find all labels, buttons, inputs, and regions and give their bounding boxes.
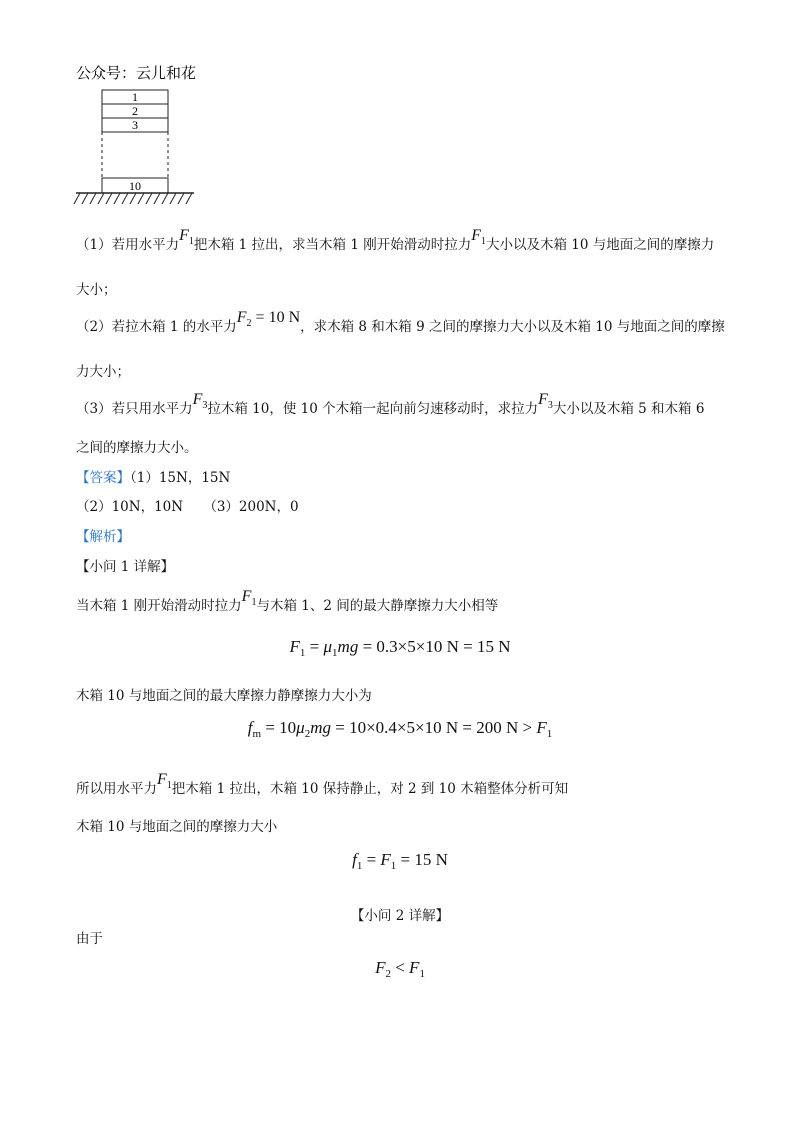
force-F2-equation: $F_2 = 10$ N (236, 309, 301, 329)
stacked-boxes-figure (72, 86, 202, 216)
force-F3-symbol: $F_3$ (192, 391, 208, 411)
answer-line-2: （2）10N，10N （3）200N，0 (76, 499, 299, 515)
analysis-paragraph-1: 当木箱 1 刚开始滑动时拉力$F_1$与木箱 1、2 间的最大静摩擦力大小相等 (76, 588, 499, 614)
force-F1-symbol: $F_1$ (471, 227, 486, 247)
box-label-2: 2 (132, 104, 138, 118)
analysis-paragraph-4: 木箱 10 与地面之间的摩擦力大小 (76, 819, 278, 835)
force-F1-symbol: $F_1$ (179, 227, 194, 247)
analysis-paragraph-2: 木箱 10 与地面之间的最大摩擦力静摩擦力大小为 (76, 688, 372, 704)
watermark-text: 公众号：云儿和花 (76, 64, 197, 82)
analysis-tag: 【解析】 (76, 529, 130, 545)
answer-tag: 【答案】 (76, 470, 130, 486)
analysis-paragraph-3: 所以用水平力$F_1$把木箱 1 拉出，木箱 10 保持静止，对 2 到 10 木箱整体分析可知 (76, 771, 569, 797)
part-1-title: 【小问 1 详解】 (76, 559, 175, 575)
equation-2: $f_m = 10\mu_2mg = 10\times 0.4\times 5\times 10$ N = 200 $N > F_1$ (247, 718, 553, 740)
answer-line-1: 【答案】（1）15N，15N (76, 470, 231, 486)
force-F1-symbol: $F_1$ (157, 771, 172, 791)
question-3-line-1: （3）若只用水平力$F_3$拉木箱 10，使 10 个木箱一起向前匀速移动时，求拉力$F_3$大小以及木箱 5 和木箱 6 (76, 391, 705, 417)
question-1-line-1: （1）若用水平力$F_1$把木箱 1 拉出，求当木箱 1 刚开始滑动时拉力$F_1$大小以及木箱 10 与地面之间的摩擦力 (76, 227, 715, 253)
box-label-3: 3 (132, 118, 138, 132)
part-2-title: 【小问 2 详解】 (350, 908, 450, 924)
question-1-line-2: 大小； (76, 282, 117, 298)
question-2-line-2: 力大小； (76, 364, 130, 380)
ground-hatch (74, 193, 192, 204)
equation-1: $F_1 = \mu_1mg = 0.3\times 5\times 10$ N = 15 N (289, 637, 511, 659)
question-2-line-1: （2）若拉木箱 1 的水平力$F_2 = 10$ N，求木箱 8 和木箱 9 之间的摩擦力大小以及木箱 10 与地面之间的摩擦 (76, 309, 725, 335)
equation-3: $f_1 = F_1 = 15$ N (352, 850, 448, 872)
analysis-paragraph-5: 由于 (76, 931, 103, 947)
box-label-10: 10 (129, 179, 141, 193)
force-F1-symbol: $F_1$ (241, 588, 257, 608)
force-F3-symbol: $F_3$ (538, 391, 553, 411)
equation-4: $F_2 < F_1$ (375, 958, 425, 980)
question-3-line-2: 之间的摩擦力大小。 (76, 440, 198, 456)
box-label-1: 1 (132, 90, 138, 104)
